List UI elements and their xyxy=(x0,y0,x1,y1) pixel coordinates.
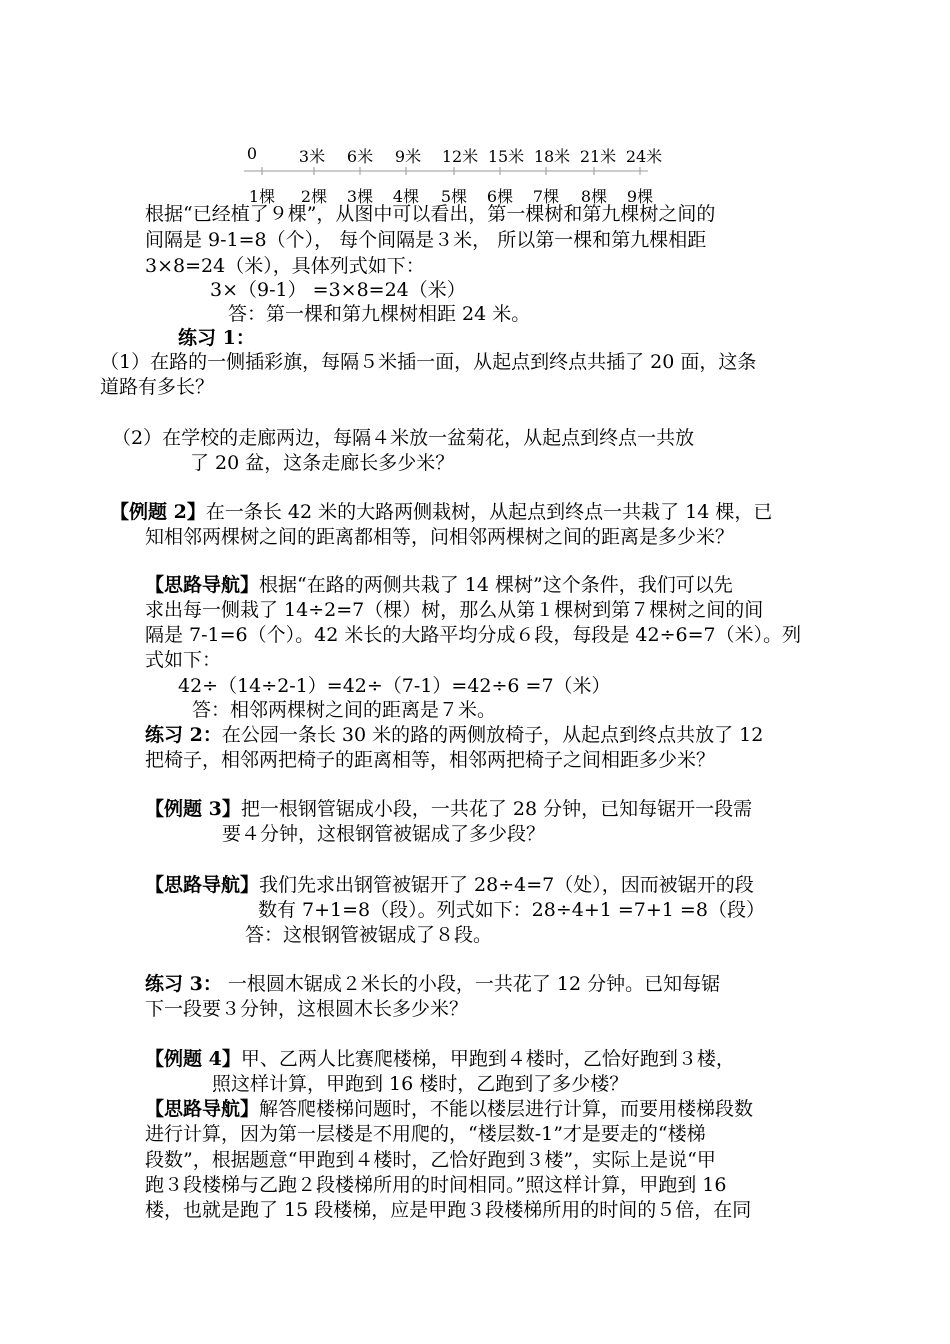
distance-label: 21米 xyxy=(579,147,617,166)
line-text: 跑３段楼梯与乙跑２段楼梯所用的时间相同。”照这样计算，甲跑到 16 xyxy=(145,1174,727,1196)
bold-heading: 【思路导航】 xyxy=(145,574,260,596)
line-text: 一根圆木锯成２米长的小段，一共花了 12 分钟。已知每锯 xyxy=(221,973,721,995)
text-line xyxy=(145,1173,726,1197)
distance-label: 6米 xyxy=(346,147,374,166)
line-text: 隔是 7-1=6（个）。42 米长的大路平均分成６段，每段是 42÷6=7（米）。列 xyxy=(145,624,802,646)
text-line xyxy=(145,573,733,597)
text-line xyxy=(145,748,715,772)
text-line xyxy=(145,598,763,622)
text-line xyxy=(192,698,496,722)
text-line xyxy=(222,822,545,846)
distance-label: 24米 xyxy=(625,147,663,166)
text-line xyxy=(145,723,763,747)
text-line xyxy=(145,525,734,549)
text-line xyxy=(145,1097,753,1121)
bold-heading: 【例题 3】 xyxy=(145,798,241,820)
tree-count-label: 4棵 xyxy=(392,187,420,206)
line-text: 间隔是 9-1=8（个）， 每个间隔是３米， 所以第一棵和第九棵相距 xyxy=(145,229,707,251)
bold-heading: 【思路导航】 xyxy=(145,1098,260,1120)
bold-heading: 【思路导航】 xyxy=(145,874,260,896)
line-text: 楼，也就是跑了 15 段楼梯，应是甲跑３段楼梯所用的时间的５倍，在同 xyxy=(145,1199,752,1221)
line-text: 我们先求出钢管被锯开了 28÷4=7（处），因而被锯开的段 xyxy=(259,874,754,896)
line-text: 解答爬楼梯问题时，不能以楼层进行计算，而要用楼梯段数 xyxy=(259,1098,754,1120)
line-text: （1）在路的一侧插彩旗，每隔５米插一面，从起点到终点共插了 20 面，这条 xyxy=(100,351,757,373)
text-line xyxy=(100,350,756,374)
line-text: 知相邻两棵树之间的距离都相等，问相邻两棵树之间的距离是多少米？ xyxy=(145,526,735,548)
line-text: 了 20 盆，这条走廊长多少米？ xyxy=(190,452,455,474)
line-text: 数有 7+1=8（段）。列式如下：28÷4+1 =7+1 =8（段） xyxy=(258,899,765,921)
line-text: 把椅子，相邻两把椅子的距离相等，相邻两把椅子之间相距多少米？ xyxy=(145,749,716,771)
text-line xyxy=(145,202,715,226)
text-line xyxy=(258,898,765,922)
text-line xyxy=(145,254,425,278)
line-text: 在公园一条长 30 米的路的两侧放椅子，从起点到终点共放了 12 xyxy=(221,724,764,746)
text-line xyxy=(212,1072,628,1096)
line-text: 甲、乙两人比赛爬楼梯，甲跑到４楼时，乙恰好跑到３楼， xyxy=(240,1048,735,1070)
line-text: 答：这根钢管被锯成了８段。 xyxy=(245,924,493,946)
text-line xyxy=(145,1148,716,1172)
line-text: 3×（9-1） =3×8=24（米） xyxy=(210,279,466,301)
text-line xyxy=(178,326,255,350)
line-text: 式如下： xyxy=(145,649,222,671)
text-line xyxy=(145,228,706,252)
text-line xyxy=(145,1122,706,1146)
text-line xyxy=(100,375,214,399)
distance-label: 15米 xyxy=(487,147,525,166)
line-text: 下一段要３分钟，这根圆木长多少米？ xyxy=(145,998,469,1020)
line-text: 42÷（14÷2-1）=42÷（7-1）=42÷6 =7（米） xyxy=(178,675,611,697)
line-text: 要４分钟，这根钢管被锯成了多少段？ xyxy=(222,823,546,845)
line-text: 练习 1： xyxy=(178,327,255,349)
text-line xyxy=(145,623,801,647)
text-line xyxy=(228,302,530,326)
tree-count-label: 1棵 xyxy=(248,187,276,206)
text-line xyxy=(112,426,694,450)
tree-count-label: 8棵 xyxy=(580,187,608,206)
text-line xyxy=(145,648,221,672)
text-line xyxy=(145,997,468,1021)
line-text: 在一条长 42 米的大路两侧栽树，从起点到终点一共栽了 14 棵，已 xyxy=(205,501,773,523)
text-line xyxy=(190,451,454,475)
line-text: （2）在学校的走廊两边，每隔４米放一盆菊花，从起点到终点一共放 xyxy=(112,427,695,449)
distance-label: 9米 xyxy=(394,147,422,166)
distance-label: 3米 xyxy=(298,147,326,166)
line-text: 根据“已经植了９棵”，从图中可以看出，第一棵树和第九棵树之间的 xyxy=(145,203,716,225)
text-line xyxy=(145,972,720,996)
tree-count-label: 9棵 xyxy=(626,187,654,206)
bold-heading: 练习 2： xyxy=(145,724,222,746)
text-line xyxy=(245,923,492,947)
line-text: 进行计算，因为第一层楼是不用爬的，“楼层数-1”才是要走的“楼梯 xyxy=(145,1123,706,1145)
line-text: 求出每一侧栽了 14÷2=7（棵）树，那么从第１棵树到第７棵树之间的间 xyxy=(145,599,764,621)
text-line xyxy=(210,278,466,302)
distance-label: 0 xyxy=(246,144,258,163)
line-text: 段数”，根据题意“甲跑到４楼时，乙恰好跑到３楼”，实际上是说“甲 xyxy=(145,1149,716,1171)
distance-label: 18米 xyxy=(533,147,571,166)
text-line xyxy=(145,797,752,821)
tree-count-label: 7棵 xyxy=(532,187,560,206)
distance-label: 12米 xyxy=(441,147,479,166)
tree-count-label: 5棵 xyxy=(440,187,468,206)
text-line xyxy=(145,1047,735,1071)
line-text: 根据“在路的两侧共栽了 14 棵树”这个条件，我们可以先 xyxy=(259,574,733,596)
text-line xyxy=(145,873,754,897)
tree-spacing-diagram xyxy=(230,138,690,208)
text-line xyxy=(145,1198,751,1222)
line-text: 答：相邻两棵树之间的距离是７米。 xyxy=(192,699,497,721)
text-line xyxy=(110,500,772,524)
bold-heading: 练习 3： xyxy=(145,973,222,995)
line-text: 照这样计算，甲跑到 16 楼时，乙跑到了多少楼？ xyxy=(212,1073,629,1095)
line-text: 3×8=24（米），具体列式如下： xyxy=(145,255,425,277)
line-text: 答：第一棵和第九棵树相距 24 米。 xyxy=(228,303,531,325)
tree-count-label: 3棵 xyxy=(346,187,374,206)
tree-count-label: 2棵 xyxy=(300,187,328,206)
bold-heading: 【例题 2】 xyxy=(110,501,206,523)
bold-heading: 【例题 4】 xyxy=(145,1048,241,1070)
line-text: 把一根钢管锯成小段，一共花了 28 分钟，已知每锯开一段需 xyxy=(240,798,753,820)
text-line xyxy=(178,674,611,698)
tree-count-label: 6棵 xyxy=(486,187,514,206)
line-text: 道路有多长？ xyxy=(100,376,215,398)
